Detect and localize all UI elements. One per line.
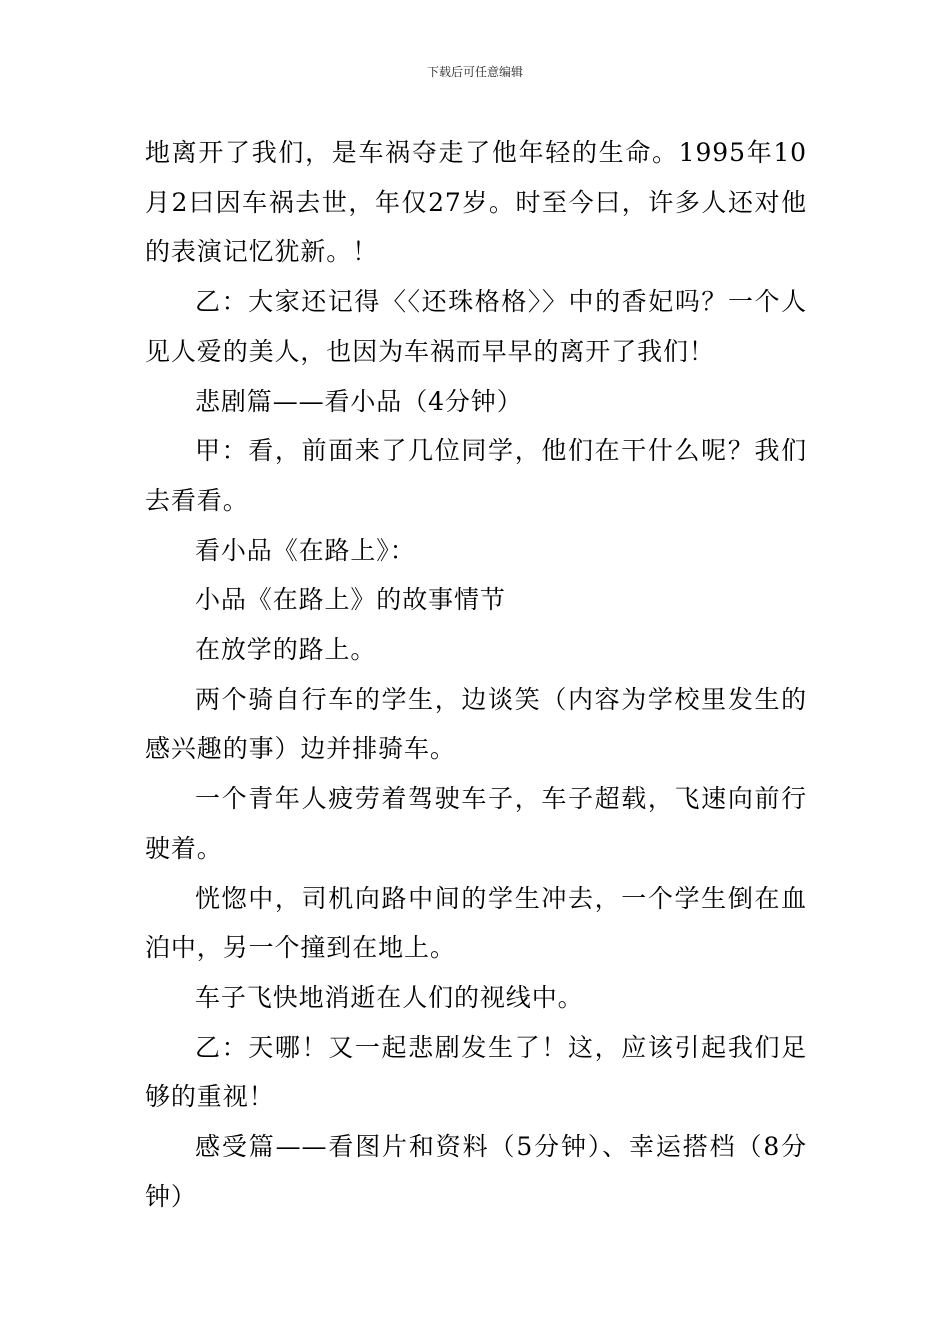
document-body: [145, 128, 807, 1221]
paragraph-students: 两个骑自行车的学生，边谈笑（内容为学校里发生的感兴趣的事）边并排骑车。: [145, 684, 807, 764]
paragraph-continuation: 地离开了我们，是车祸夺走了他年轻的生命。1995年10月2曰因车祸去世，年仅27岁。时至今曰，许多人还对他的表演记忆犹新。！: [145, 138, 807, 267]
page-header-note: 下载后可任意编辑: [426, 65, 523, 79]
section-heading-feelings: 感受篇——看图片和资料（5分钟）、幸运搭档（8分钟）: [145, 1132, 807, 1211]
paragraph-skit-intro: 看小品《在路上》：: [195, 535, 416, 565]
paragraph-accident: 恍惚中，司机向路中间的学生冲去，一个学生倒在血泊中，另一个撞到在地上。: [145, 883, 807, 963]
paragraph-dialogue-jia: 甲：看，前面来了几位同学，他们在干什么呢？我们去看看。: [145, 436, 807, 515]
paragraph-skit-plot-title: 小品《在路上》的故事情节: [195, 585, 506, 615]
paragraph-dialogue-yi-xiangfei: 乙：大家还记得〈〈还珠格格〉〉中的香妃吗？一个人见人爱的美人，也因为车祸而早早的离开了我们！: [145, 287, 807, 366]
paragraph-driver: 一个青年人疲劳着驾驶车子，车子超载，飞速向前行驶着。: [145, 784, 807, 863]
paragraph-dialogue-yi-warning: 乙：天哪！又一起悲剧发生了！这，应该引起我们足够的重视！: [145, 1032, 807, 1112]
paragraph-scene: 在放学的路上。: [195, 635, 377, 665]
section-heading-tragedy: 悲剧篇——看小品（4分钟）: [195, 386, 523, 416]
paragraph-car-leaves: 车子飞快地消逝在人们的视线中。: [195, 982, 584, 1012]
